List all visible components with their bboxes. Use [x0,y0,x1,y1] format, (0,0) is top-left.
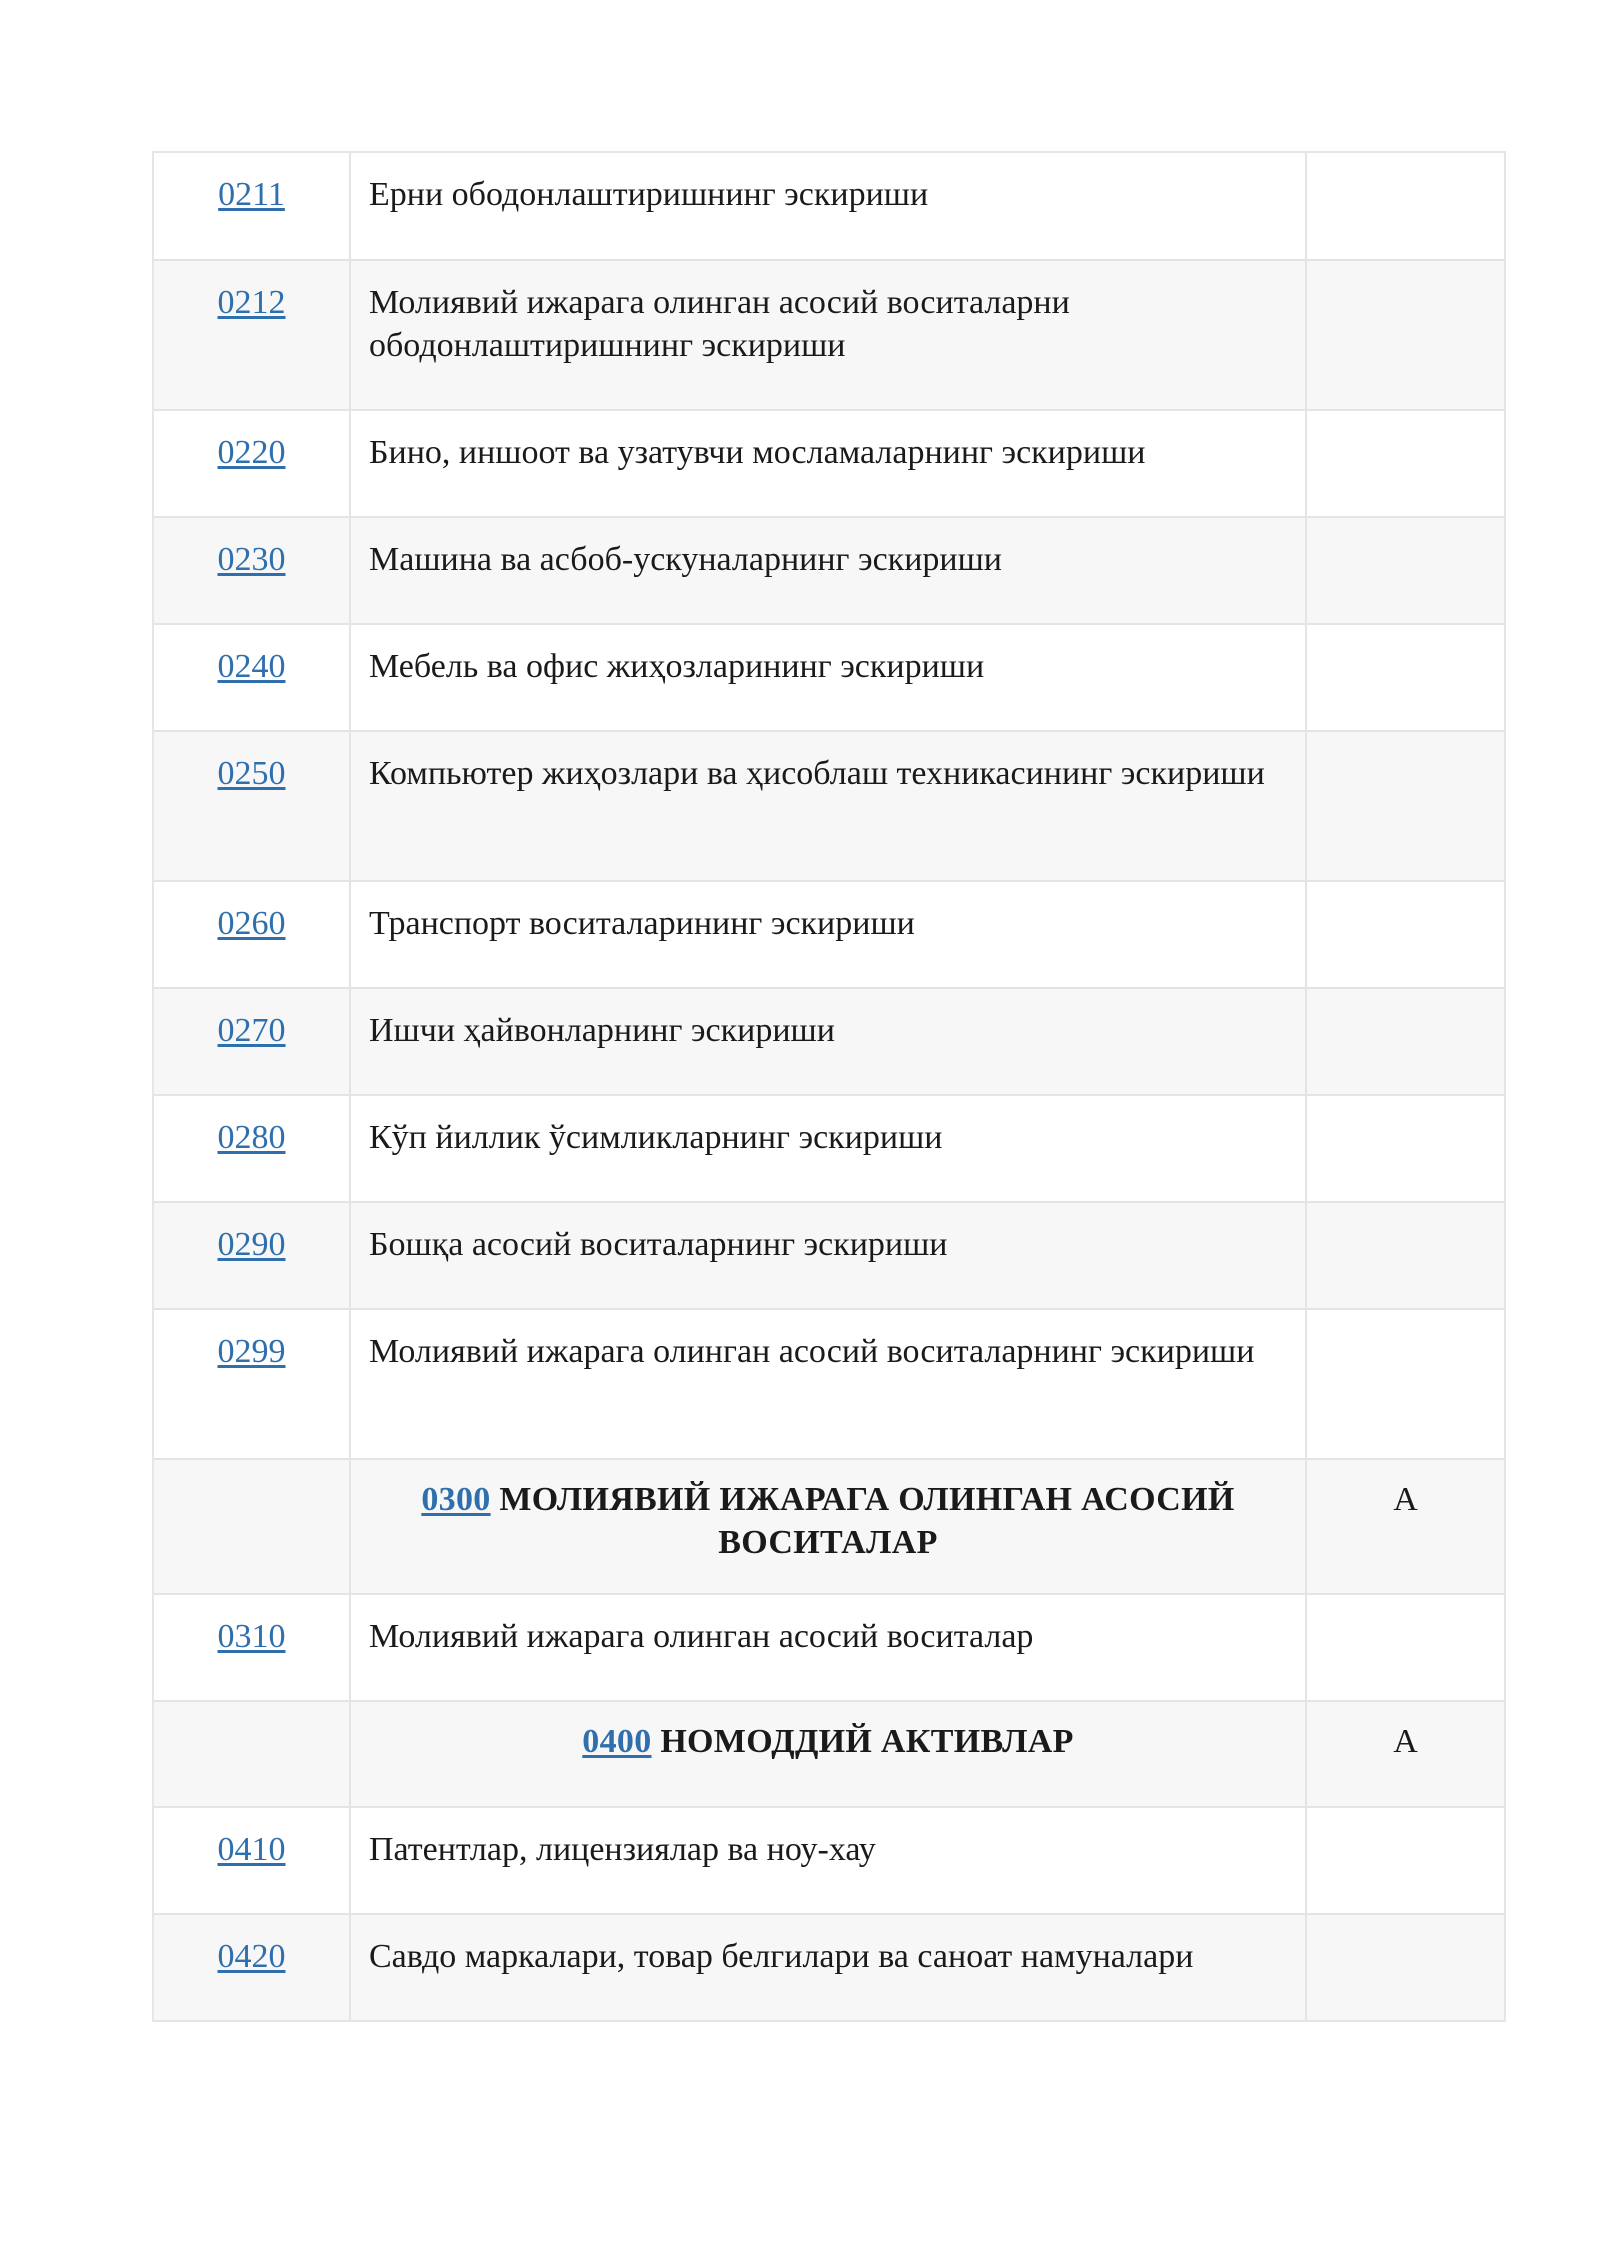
section-title-cell [350,1701,1306,1807]
account-code-link[interactable]: 0230 [217,541,286,578]
account-type-cell [1306,1807,1504,1914]
account-code-link[interactable]: 0212 [217,284,286,321]
account-code-link[interactable]: 0260 [217,905,286,942]
account-name-cell: Компьютер жиҳозлари ва ҳисоблаш техникасининг эскириши [350,731,1306,881]
account-code-link[interactable]: 0290 [217,1226,286,1263]
table-row [154,1202,1504,1309]
table-row [154,1309,1504,1459]
account-code-link[interactable]: 0270 [217,1012,286,1049]
section-title: МОЛИЯВИЙ ИЖАРАГА ОЛИНГАН АСОСИЙ ВОСИТАЛАР [499,1481,1235,1561]
account-code-link[interactable]: 0310 [217,1618,286,1655]
account-code-cell [154,988,350,1095]
account-type-cell [1306,1202,1504,1309]
section-code-link[interactable]: 0400 [582,1723,652,1760]
account-type-cell [1306,260,1504,410]
table-row [154,517,1504,624]
section-code-link[interactable]: 0300 [421,1481,491,1518]
account-code-link[interactable]: 0280 [217,1119,286,1156]
account-code-link[interactable]: 0250 [217,755,286,792]
account-type-cell [1306,1594,1504,1701]
account-code-cell [154,731,350,881]
account-code-cell [154,260,350,410]
table-row [154,153,1504,260]
account-code-cell [154,1309,350,1459]
account-code-link[interactable]: 0211 [218,176,285,213]
account-name-cell: Молиявий ижарага олинган асосий воситаларнинг эскириши [350,1309,1306,1459]
account-type-cell [1306,988,1504,1095]
account-code-cell [154,1594,350,1701]
account-name-cell: Савдо маркалари, товар белгилари ва саноат намуналари [350,1914,1306,2021]
account-name-cell: Бино, иншоот ва узатувчи мосламаларнинг эскириши [350,410,1306,517]
account-type-cell [1306,1095,1504,1202]
section-title-cell [350,1459,1306,1594]
account-name-cell: Транспорт воситаларининг эскириши [350,881,1306,988]
account-code-cell [154,1914,350,2021]
account-name-cell: Ишчи ҳайвонларнинг эскириши [350,988,1306,1095]
table-row [154,410,1504,517]
account-code-cell [154,517,350,624]
account-name-cell: Кўп йиллик ўсимликларнинг эскириши [350,1095,1306,1202]
account-name-cell: Молиявий ижарага олинган асосий воситалар [350,1594,1306,1701]
account-name-cell: Патентлар, лицензиялар ва ноу-хау [350,1807,1306,1914]
account-name-cell: Мебель ва офис жиҳозларининг эскириши [350,624,1306,731]
account-code-cell [154,1459,350,1594]
table-row [154,624,1504,731]
account-type-cell [1306,731,1504,881]
account-name-cell: Ерни ободонлаштиришнинг эскириши [350,153,1306,260]
account-type-cell: А [1306,1459,1504,1594]
table-row [154,988,1504,1095]
account-code-cell [154,1807,350,1914]
account-type-cell: А [1306,1701,1504,1807]
account-code-cell [154,410,350,517]
table-row [154,881,1504,988]
account-code-link[interactable]: 0410 [217,1831,286,1868]
account-code-cell [154,1095,350,1202]
chart-of-accounts-table-wrapper [152,151,1506,2022]
table-body [154,153,1504,2021]
account-type-cell [1306,153,1504,260]
table-row [154,1807,1504,1914]
section-title: НОМОДДИЙ АКТИВЛАР [660,1723,1074,1760]
account-type-cell [1306,517,1504,624]
account-code-cell [154,1202,350,1309]
chart-of-accounts-table [154,153,1504,2022]
table-row [154,1594,1504,1701]
account-code-link[interactable]: 0420 [217,1938,286,1975]
account-code-link[interactable]: 0240 [217,648,286,685]
account-name-cell: Молиявий ижарага олинган асосий воситаларни ободонлаштиришнинг эскириши [350,260,1306,410]
table-row [154,731,1504,881]
account-code-cell [154,881,350,988]
account-code-link[interactable]: 0299 [217,1333,286,1370]
account-code-cell [154,1701,350,1807]
account-type-cell [1306,1914,1504,2021]
account-type-cell [1306,624,1504,731]
account-code-cell [154,153,350,260]
account-code-cell [154,624,350,731]
account-code-link[interactable]: 0220 [217,434,286,471]
account-name-cell: Машина ва асбоб-ускуналарнинг эскириши [350,517,1306,624]
account-type-cell [1306,881,1504,988]
account-type-cell [1306,410,1504,517]
table-row [154,260,1504,410]
table-row [154,1914,1504,2021]
table-row [154,1095,1504,1202]
account-type-cell [1306,1309,1504,1459]
section-row [154,1459,1504,1594]
section-row [154,1701,1504,1807]
account-name-cell: Бошқа асосий воситаларнинг эскириши [350,1202,1306,1309]
